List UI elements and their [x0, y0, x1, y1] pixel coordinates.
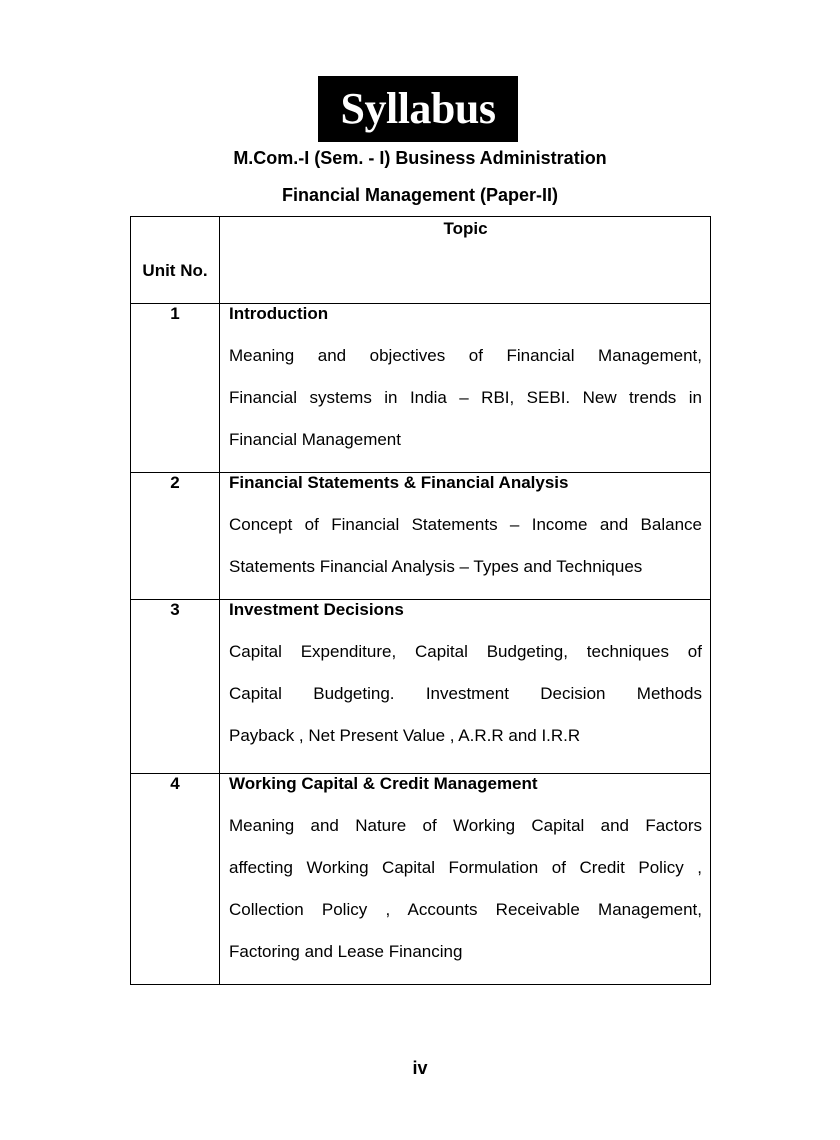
topic-title: Introduction [229, 304, 329, 323]
header-topic: Topic [443, 219, 488, 238]
course-heading: M.Com.-I (Sem. - I) Business Administration [233, 148, 607, 168]
unit-number: 4 [170, 774, 180, 793]
syllabus-title-badge: Syllabus [318, 76, 518, 142]
topic-cell [229, 589, 702, 757]
topic-description-line: Payback , Net Present Value , A.R.R and I.R.R [229, 726, 581, 745]
topic-description-line: Statements Financial Analysis – Types and Techniques [229, 557, 643, 576]
topic-description-line: Capital Budgeting. Investment Decision Methods [229, 684, 702, 703]
unit-number: 1 [170, 304, 180, 323]
topic-description-line: Financial Management [229, 430, 401, 449]
topic-description-line: Meaning and objectives of Financial Management, [229, 346, 702, 365]
topic-description-line: Financial systems in India – RBI, SEBI. New trends in [229, 388, 702, 407]
topic-cell [229, 293, 702, 461]
unit-number: 2 [170, 473, 180, 492]
column-divider [219, 217, 220, 984]
unit-number: 3 [170, 600, 180, 619]
page-number: iv [412, 1058, 428, 1078]
header-unit-no: Unit No. [142, 261, 208, 280]
topic-cell [229, 763, 702, 973]
topic-description-line: affecting Working Capital Formulation of Credit Policy , [229, 858, 702, 877]
topic-description-line: Factoring and Lease Financing [229, 942, 463, 961]
paper-heading: Financial Management (Paper-II) [281, 185, 559, 205]
topic-description-line: Concept of Financial Statements – Income and Balance [229, 515, 702, 534]
topic-description-line: Meaning and Nature of Working Capital and Factors [229, 816, 702, 835]
topic-description-line: Collection Policy , Accounts Receivable Management, [229, 900, 702, 919]
syllabus-table [130, 216, 711, 985]
topic-description-line: Capital Expenditure, Capital Budgeting, techniques of [229, 642, 702, 661]
topic-title: Investment Decisions [229, 600, 404, 619]
topic-cell [229, 462, 702, 588]
topic-title: Working Capital & Credit Management [229, 774, 538, 793]
topic-title: Financial Statements & Financial Analysis [229, 473, 569, 492]
